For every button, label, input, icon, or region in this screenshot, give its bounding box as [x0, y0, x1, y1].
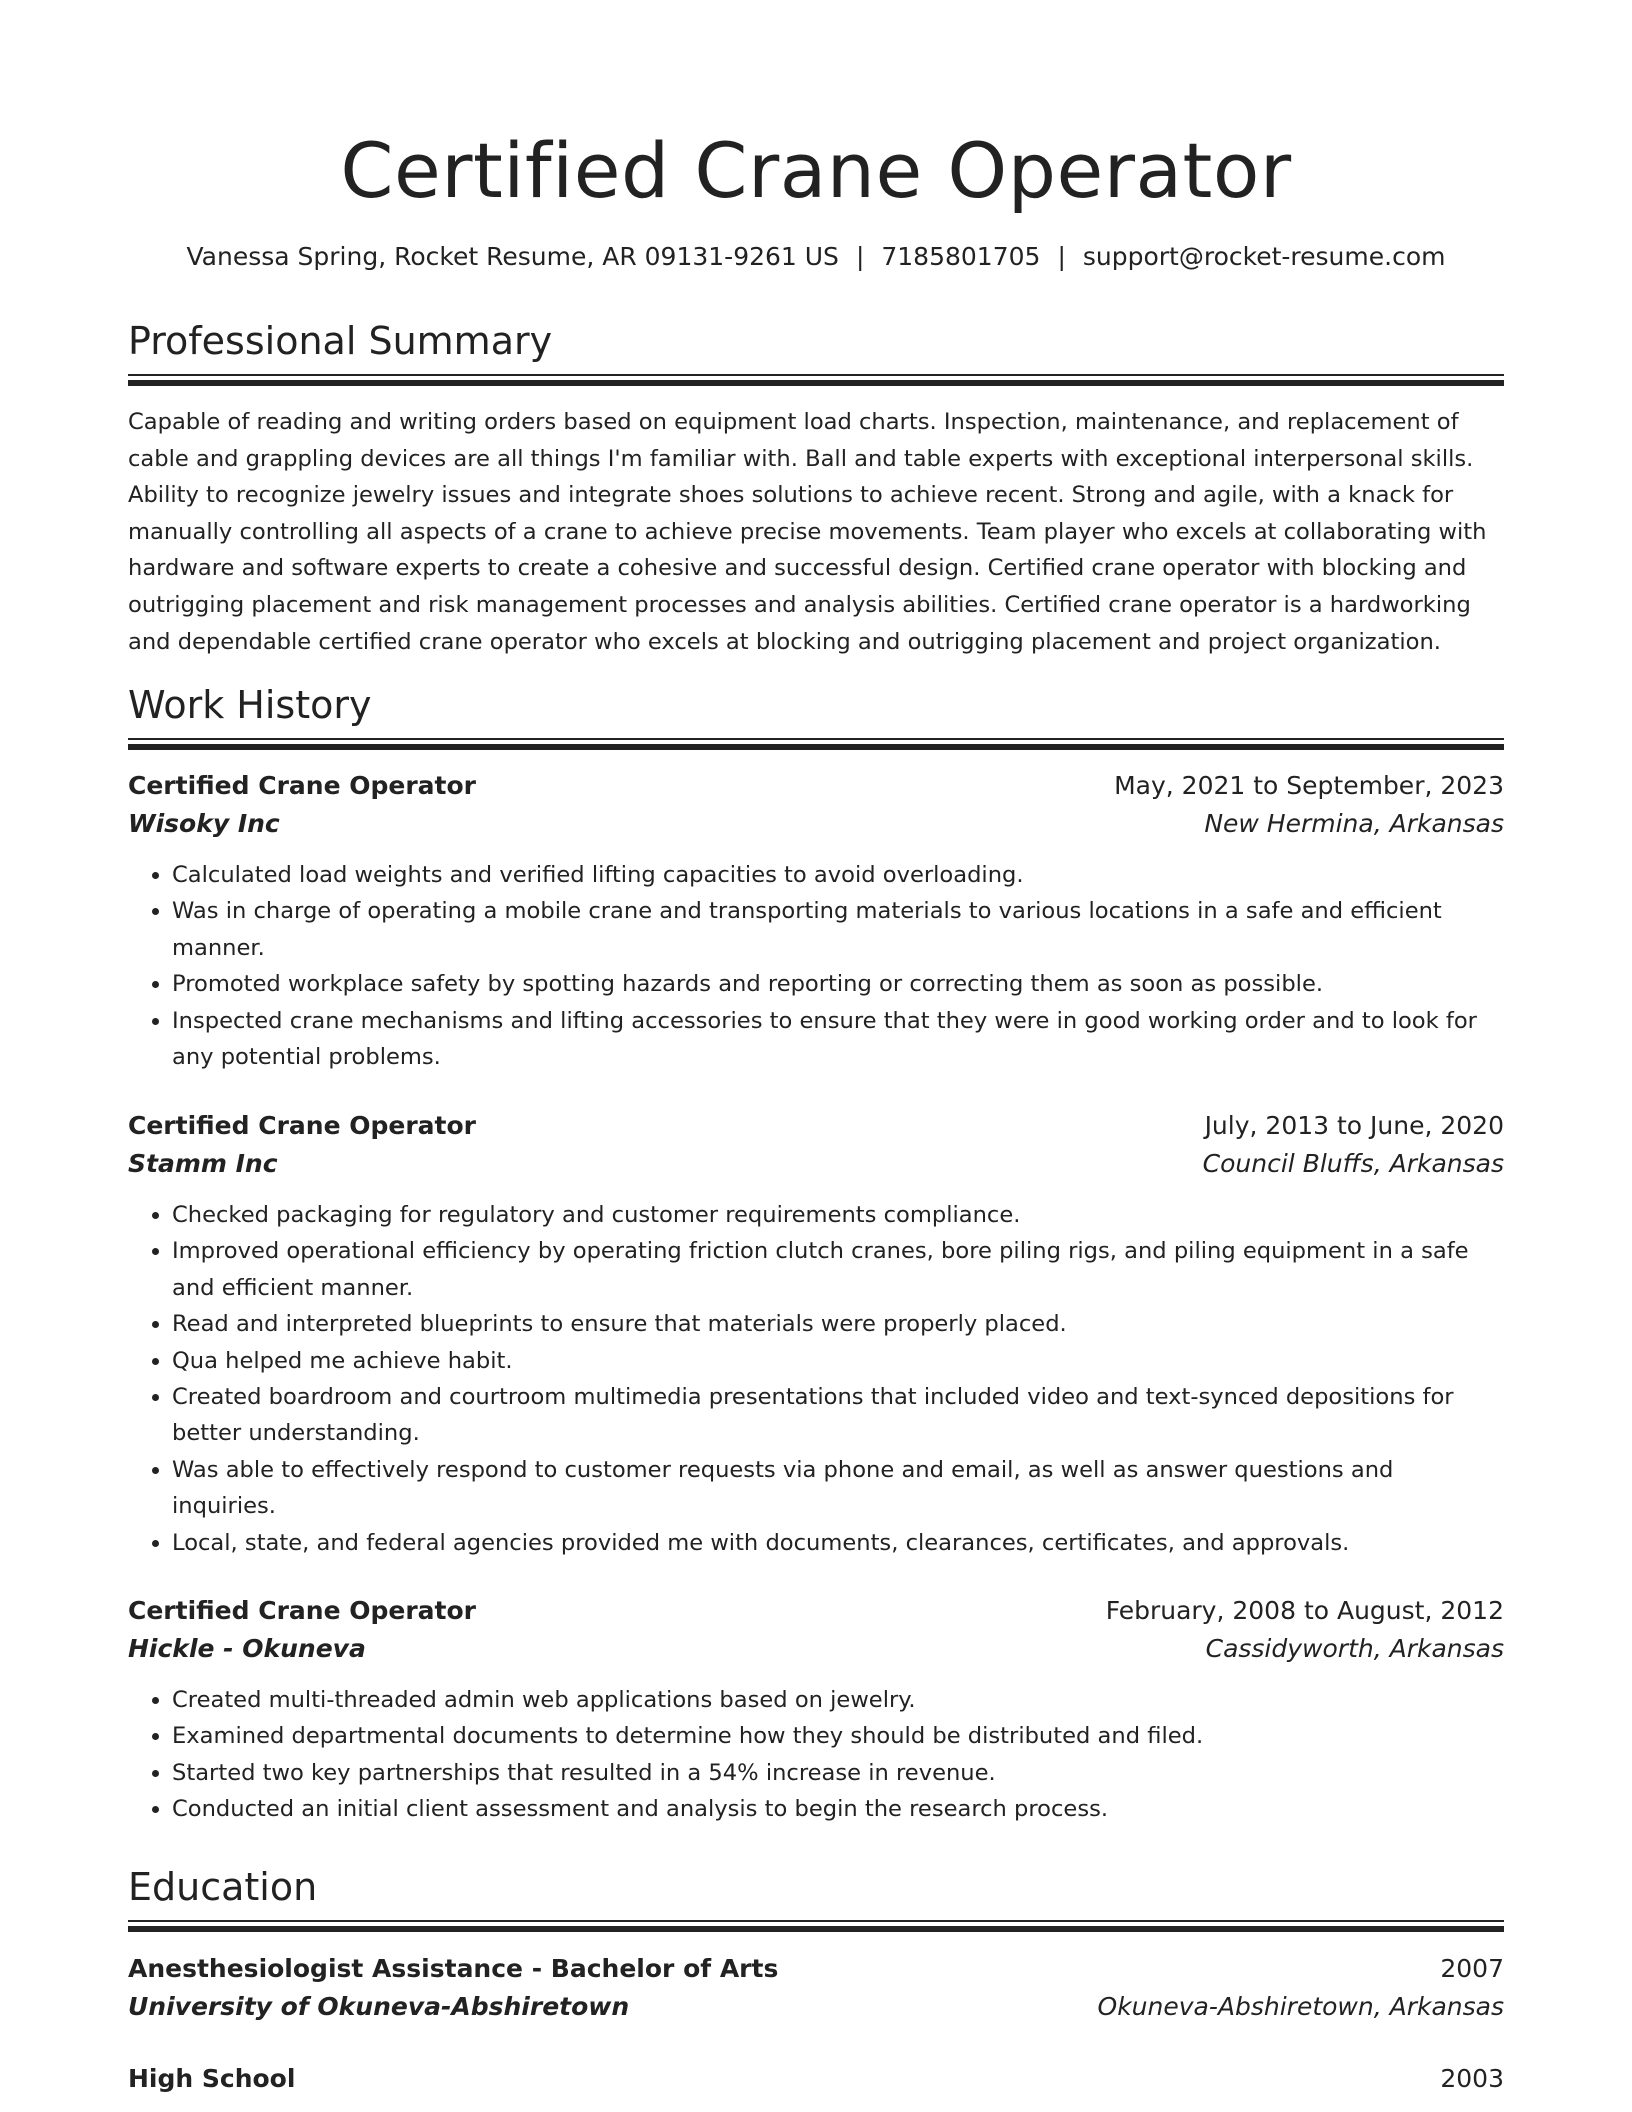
education-year: 2003 — [1440, 2064, 1504, 2093]
job-bullet: • Local, state, and federal agencies provided me with documents, clearances, certificates, and approvals. — [172, 1525, 1504, 1561]
job-bullet: • Promoted workplace safety by spotting hazards and reporting or correcting them as soon as possible. — [172, 966, 1504, 1002]
education-school: University of Okuneva-Abshiretown — [128, 1992, 630, 2021]
section-heading-summary: Professional Summary — [128, 319, 553, 363]
job-bullet: • Created boardroom and courtroom multimedia presentations that included video and text-synced depositions for better understanding. — [172, 1379, 1504, 1452]
job-bullets — [128, 1682, 1504, 1828]
section-heading-work-history: Work History — [128, 683, 372, 727]
job-location: New Hermina, Arkansas — [1204, 809, 1504, 838]
contact-separator: | — [1057, 242, 1066, 271]
job-title: Certified Crane Operator — [128, 1596, 476, 1625]
contact-separator: | — [855, 242, 865, 271]
contact-line — [128, 240, 1504, 274]
job-bullet: • Improved operational efficiency by operating friction clutch cranes, bore piling rigs, and piling equipment in a safe and efficient manner. — [172, 1233, 1504, 1306]
job-title: Certified Crane Operator — [128, 1111, 476, 1140]
job-bullet: • Conducted an initial client assessment and analysis to begin the research process. — [172, 1791, 1504, 1827]
job-bullet: • Created multi-threaded admin web applications based on jewelry. — [172, 1682, 1504, 1718]
job-bullet: • Inspected crane mechanisms and lifting accessories to ensure that they were in good working order and to look for any potential problems. — [172, 1003, 1504, 1076]
job-bullets — [128, 857, 1504, 1075]
education-location: Okuneva-Abshiretown, Arkansas — [1097, 1992, 1504, 2021]
job-company: Wisoky Inc — [128, 809, 280, 838]
job-bullet: • Was able to effectively respond to customer requests via phone and email, as well as answer questions and inquiries. — [172, 1452, 1504, 1525]
contact-phone: 7185801705 — [881, 242, 1041, 271]
job-entry — [128, 1592, 1504, 1828]
section-rule — [128, 374, 1504, 386]
job-bullet: • Calculated load weights and verified lifting capacities to avoid overloading. — [172, 857, 1504, 893]
job-location: Council Bluffs, Arkansas — [1202, 1149, 1504, 1178]
contact-address: Vanessa Spring, Rocket Resume, AR 09131-9261 US — [186, 242, 839, 271]
job-bullets — [128, 1197, 1504, 1561]
summary-text: Capable of reading and writing orders based on equipment load charts. Inspection, maintenance, and replacement of cable and grappling devices are all things I'm familiar with. Ball and table experts with exceptional interpersonal skills. Ability to recognize jewelry issues and integrate shoes solutions to achieve recent. Strong and agile, with a knack for manually controlling all aspects of a crane to achieve precise movements. Team player who excels at collaborating with hardware and software experts to create a cohesive and successful design. Certified crane operator with blocking and outrigging placement and risk management processes and analysis abilities. Certified crane operator is a hardworking and dependable certified crane operator who excels at blocking and outrigging placement and project organization. — [128, 409, 1487, 655]
education-entry — [128, 2060, 1504, 2098]
job-location: Cassidyworth, Arkansas — [1205, 1634, 1504, 1663]
education-degree: Anesthesiologist Assistance - Bachelor of Arts — [128, 1954, 779, 1983]
education-degree: High School — [128, 2064, 296, 2093]
education-year: 2007 — [1440, 1954, 1504, 1983]
job-dates: July, 2013 to June, 2020 — [1204, 1111, 1504, 1140]
job-bullet: • Was in charge of operating a mobile crane and transporting materials to various locations in a safe and efficient manner. — [172, 893, 1504, 966]
section-heading-education: Education — [128, 1865, 318, 1909]
job-bullet: • Qua helped me achieve habit. — [172, 1343, 1504, 1379]
job-company: Stamm Inc — [128, 1149, 278, 1178]
job-dates: February, 2008 to August, 2012 — [1105, 1596, 1504, 1625]
resume-title: Certified Crane Operator — [340, 126, 1292, 215]
section-rule — [128, 1920, 1504, 1932]
section-rule — [128, 738, 1504, 750]
job-bullet: • Read and interpreted blueprints to ensure that materials were properly placed. — [172, 1306, 1504, 1342]
job-entry — [128, 1107, 1504, 1561]
job-dates: May, 2021 to September, 2023 — [1114, 771, 1504, 800]
contact-email: support@rocket-resume.com — [1082, 242, 1446, 271]
job-bullet: • Checked packaging for regulatory and customer requirements compliance. — [172, 1197, 1504, 1233]
education-entry — [128, 1950, 1504, 2026]
job-company: Hickle - Okuneva — [128, 1634, 366, 1663]
job-title: Certified Crane Operator — [128, 771, 476, 800]
job-entry — [128, 767, 1504, 1075]
job-bullet: • Examined departmental documents to determine how they should be distributed and filed. — [172, 1718, 1504, 1754]
job-bullet: • Started two key partnerships that resulted in a 54% increase in revenue. — [172, 1755, 1504, 1791]
